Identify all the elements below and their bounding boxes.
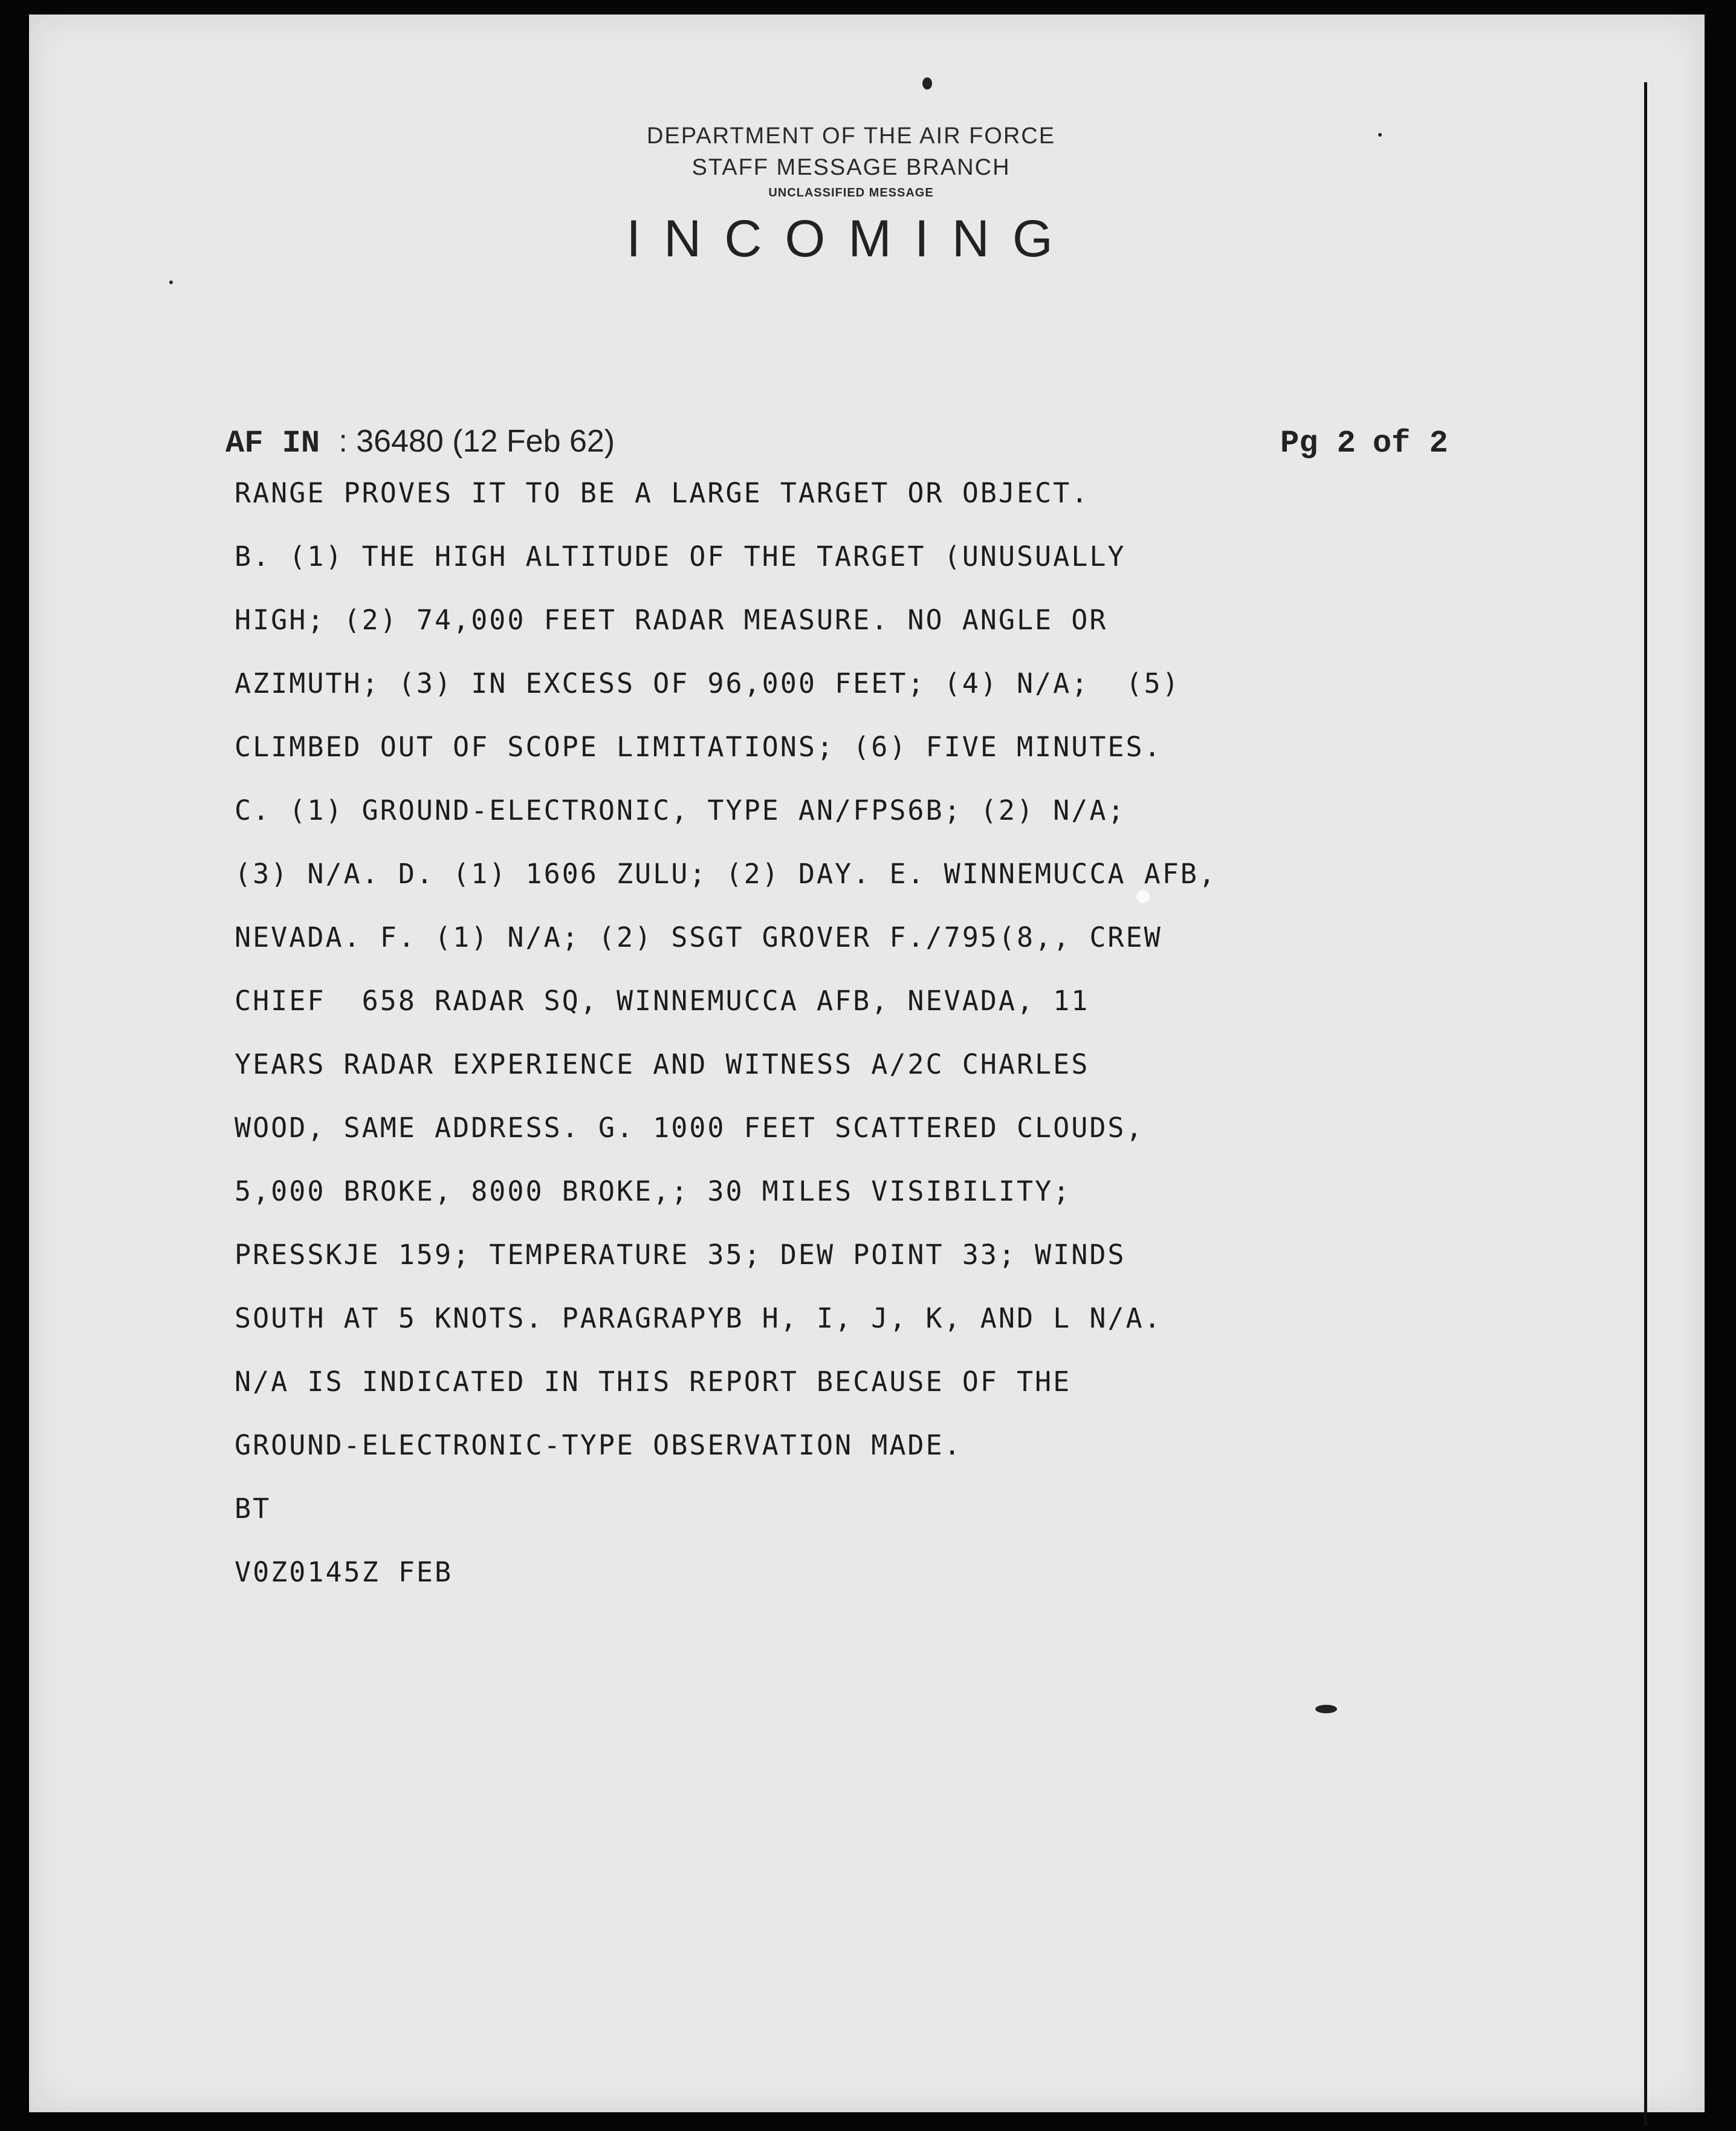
film-speck: [1378, 133, 1382, 137]
body-line: (3) N/A. D. (1) 1606 ZULU; (2) DAY. E. WINNEMUCCA AFB,: [235, 858, 1217, 890]
message-body: [235, 475, 1323, 1618]
body-line: AZIMUTH; (3) IN EXCESS OF 96,000 FEET; (4) N/A; (5): [235, 667, 1181, 699]
body-line: 5,000 BROKE, 8000 BROKE,; 30 MILES VISIBILITY;: [235, 1175, 1072, 1207]
document-page: [29, 15, 1705, 2112]
body-line: YEARS RADAR EXPERIENCE AND WITNESS A/2C CHARLES: [235, 1048, 1090, 1080]
department-heading: DEPARTMENT OF THE AIR FORCE: [646, 123, 1056, 149]
body-line: BT: [235, 1493, 271, 1525]
classification-label: UNCLASSIFIED MESSAGE: [768, 186, 934, 199]
page-total: of 2: [1372, 426, 1448, 461]
film-speck: [169, 281, 173, 284]
body-line: C. (1) GROUND-ELECTRONIC, TYPE AN/FPS6B; (2) N/A;: [235, 794, 1126, 826]
body-line: B. (1) THE HIGH ALTITUDE OF THE TARGET (UNUSUALLY: [235, 540, 1126, 572]
body-line: V0Z0145Z FEB: [235, 1556, 453, 1588]
margin-rule: [1644, 82, 1647, 2126]
reference-prefix: AF IN: [225, 426, 320, 461]
page-indicator: [1280, 426, 1448, 461]
body-line: CHIEF 658 RADAR SQ, WINNEMUCCA AFB, NEVADA, 11: [235, 985, 1090, 1017]
film-speck: [1136, 890, 1150, 903]
message-title: INCOMING: [626, 210, 1076, 268]
reference-number: : 36480 (12 Feb 62): [338, 424, 615, 459]
branch-heading: STAFF MESSAGE BRANCH: [691, 155, 1011, 180]
body-line: PRESSKJE 159; TEMPERATURE 35; DEW POINT 33; WINDS: [235, 1239, 1126, 1271]
message-reference: [225, 423, 615, 461]
body-line: SOUTH AT 5 KNOTS. PARAGRAPYB H, I, J, K, AND L N/A.: [235, 1302, 1162, 1334]
body-line: WOOD, SAME ADDRESS. G. 1000 FEET SCATTERED CLOUDS,: [235, 1112, 1144, 1144]
body-line: GROUND-ELECTRONIC-TYPE OBSERVATION MADE.: [235, 1429, 962, 1461]
body-line: NEVADA. F. (1) N/A; (2) SSGT GROVER F./795(8,, CREW: [235, 921, 1162, 953]
body-line: HIGH; (2) 74,000 FEET RADAR MEASURE. NO ANGLE OR: [235, 604, 1108, 636]
page-label: Pg 2: [1280, 426, 1356, 461]
film-speck: [1315, 1705, 1337, 1713]
body-line: CLIMBED OUT OF SCOPE LIMITATIONS; (6) FIVE MINUTES.: [235, 731, 1162, 763]
body-line: RANGE PROVES IT TO BE A LARGE TARGET OR OBJECT.: [235, 477, 1090, 509]
body-line: N/A IS INDICATED IN THIS REPORT BECAUSE OF THE: [235, 1366, 1072, 1398]
film-speck: [922, 77, 932, 89]
